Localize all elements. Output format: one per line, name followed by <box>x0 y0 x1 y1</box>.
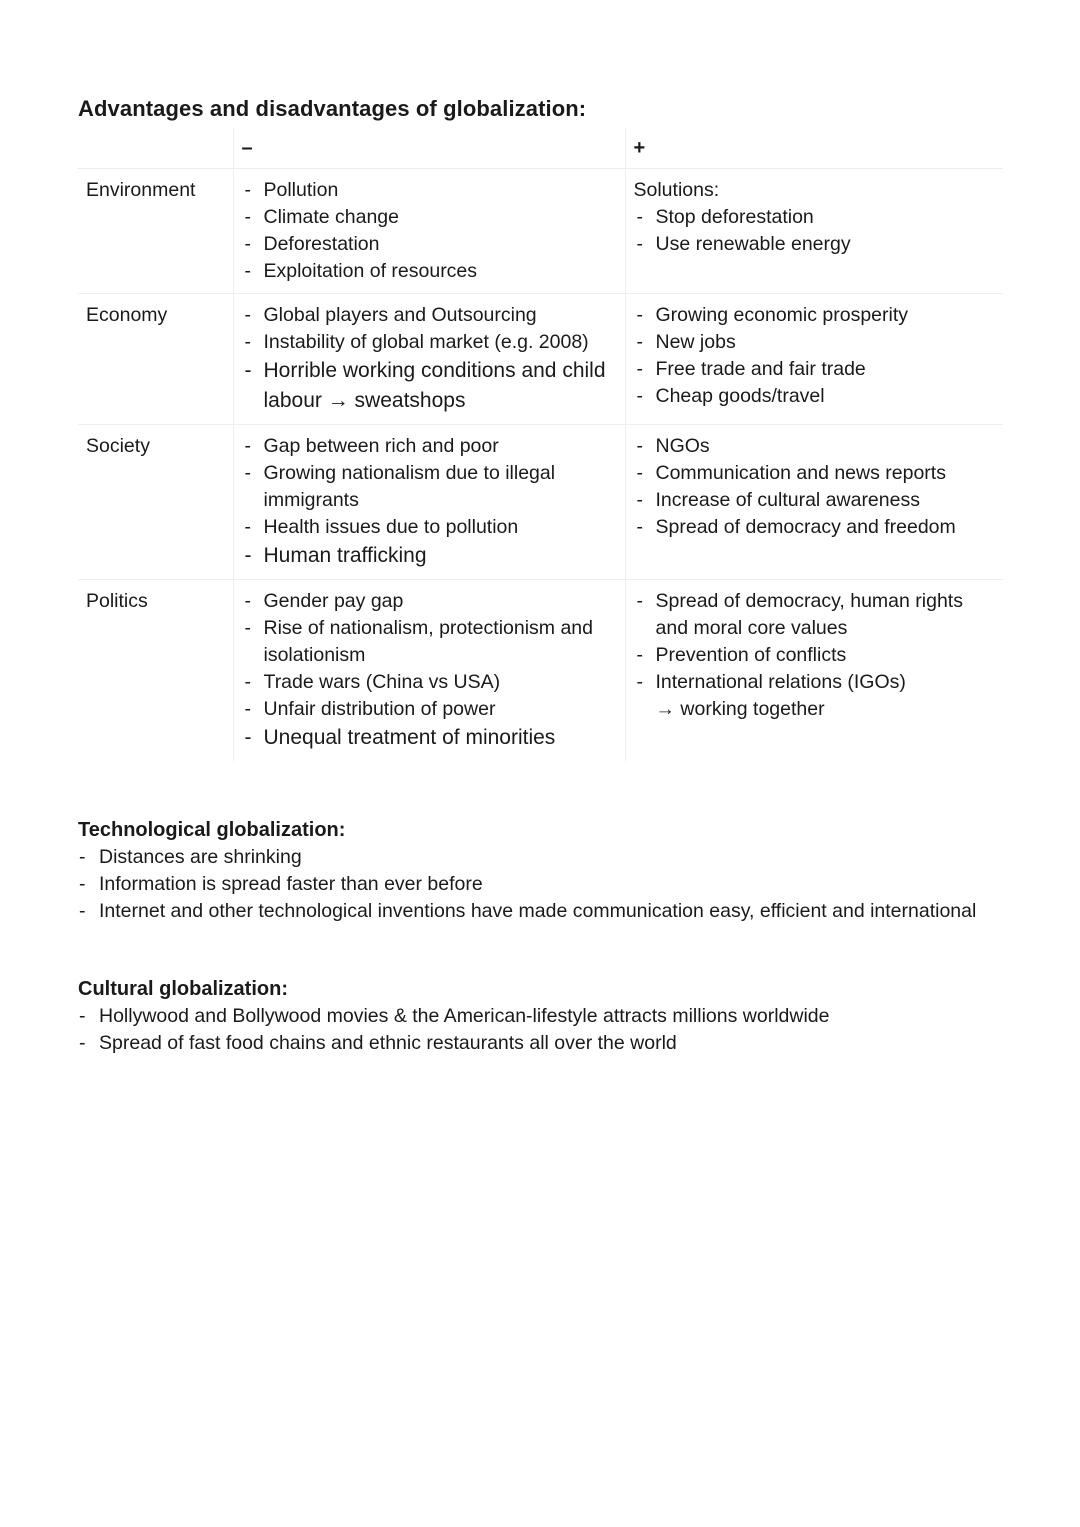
list-item: - Hollywood and Bollywood movies & the American-lifestyle attracts millions worldwide <box>78 1003 998 1030</box>
list-item: - NGOs <box>634 433 1000 460</box>
list-item: - Instability of global market (e.g. 2008) <box>242 329 621 356</box>
list-item: - Human trafficking <box>242 541 621 571</box>
row-category: Economy <box>78 294 233 425</box>
list-item: - Prevention of conflicts <box>634 642 1000 669</box>
list-item: - Gap between rich and poor <box>242 433 621 460</box>
header-disadvantages: – <box>233 128 625 169</box>
list-item: - Distances are shrinking <box>78 844 998 871</box>
section-heading: Technological globalization: <box>78 819 346 841</box>
table-row-society <box>78 425 1003 580</box>
pros-cons-table <box>78 128 1003 761</box>
list-item: - New jobs <box>634 329 1000 356</box>
list-item: - Internet and other technological inventions have made communication easy, efficient and international <box>78 898 998 925</box>
list-item: - Global players and Outsourcing <box>242 302 621 329</box>
row-disadvantages <box>233 294 625 425</box>
row-advantages <box>625 169 1003 294</box>
row-advantages <box>625 580 1003 762</box>
row-category: Society <box>78 425 233 580</box>
list-item: - Unfair distribution of power <box>242 696 621 723</box>
section-heading: Cultural globalization: <box>78 978 288 1000</box>
list-item: - Use renewable energy <box>634 231 1000 258</box>
list-item: - Spread of democracy, human rights and moral core values <box>634 588 1000 642</box>
list-item: - Increase of cultural awareness <box>634 487 1000 514</box>
working-together-note: → working together <box>655 698 825 720</box>
list-item: - Deforestation <box>242 231 621 258</box>
list-item: - Exploitation of resources <box>242 258 621 285</box>
list-item: - Free trade and fair trade <box>634 356 1000 383</box>
row-disadvantages <box>233 425 625 580</box>
list-item: - Communication and news reports <box>634 460 1000 487</box>
header-category <box>78 128 233 169</box>
list-item: - Climate change <box>242 204 621 231</box>
row-category: Environment <box>78 169 233 294</box>
list-item: - Growing nationalism due to illegal immigrants <box>242 460 621 514</box>
list-item: - Trade wars (China vs USA) <box>242 669 621 696</box>
list-item: - Spread of democracy and freedom <box>634 514 1000 541</box>
list-item: - Spread of fast food chains and ethnic restaurants all over the world <box>78 1030 998 1057</box>
list-item: - Rise of nationalism, protectionism and isolationism <box>242 615 621 669</box>
row-disadvantages <box>233 580 625 762</box>
list-item: - Cheap goods/travel <box>634 383 1000 410</box>
header-advantages: + <box>625 128 1003 169</box>
list-item: - International relations (IGOs) <box>634 669 1000 696</box>
row-category: Politics <box>86 590 148 612</box>
technological-section <box>78 817 998 925</box>
list-item: - Information is spread faster than ever before <box>78 871 998 898</box>
page-title: Advantages and disadvantages of globalization: <box>78 96 587 121</box>
row-disadvantages <box>233 169 625 294</box>
list-item: - Stop deforestation <box>634 204 1000 231</box>
list-item: - Growing economic prosperity <box>634 302 1000 329</box>
list-item: - Health issues due to pollution <box>242 514 621 541</box>
solutions-label: Solutions: <box>633 179 720 201</box>
row-advantages <box>625 425 1003 580</box>
table-row-politics <box>78 580 1003 762</box>
cultural-section <box>78 976 998 1057</box>
table-row-environment <box>78 169 1003 294</box>
list-item: - Pollution <box>242 177 621 204</box>
list-item: - Gender pay gap <box>242 588 621 615</box>
table-row-economy <box>78 294 1003 425</box>
row-advantages <box>625 294 1003 425</box>
list-item: - Horrible working conditions and child labour → sweatshops <box>242 356 621 416</box>
list-item: - Unequal treatment of minorities <box>242 723 621 753</box>
table-header-row <box>78 128 1003 169</box>
